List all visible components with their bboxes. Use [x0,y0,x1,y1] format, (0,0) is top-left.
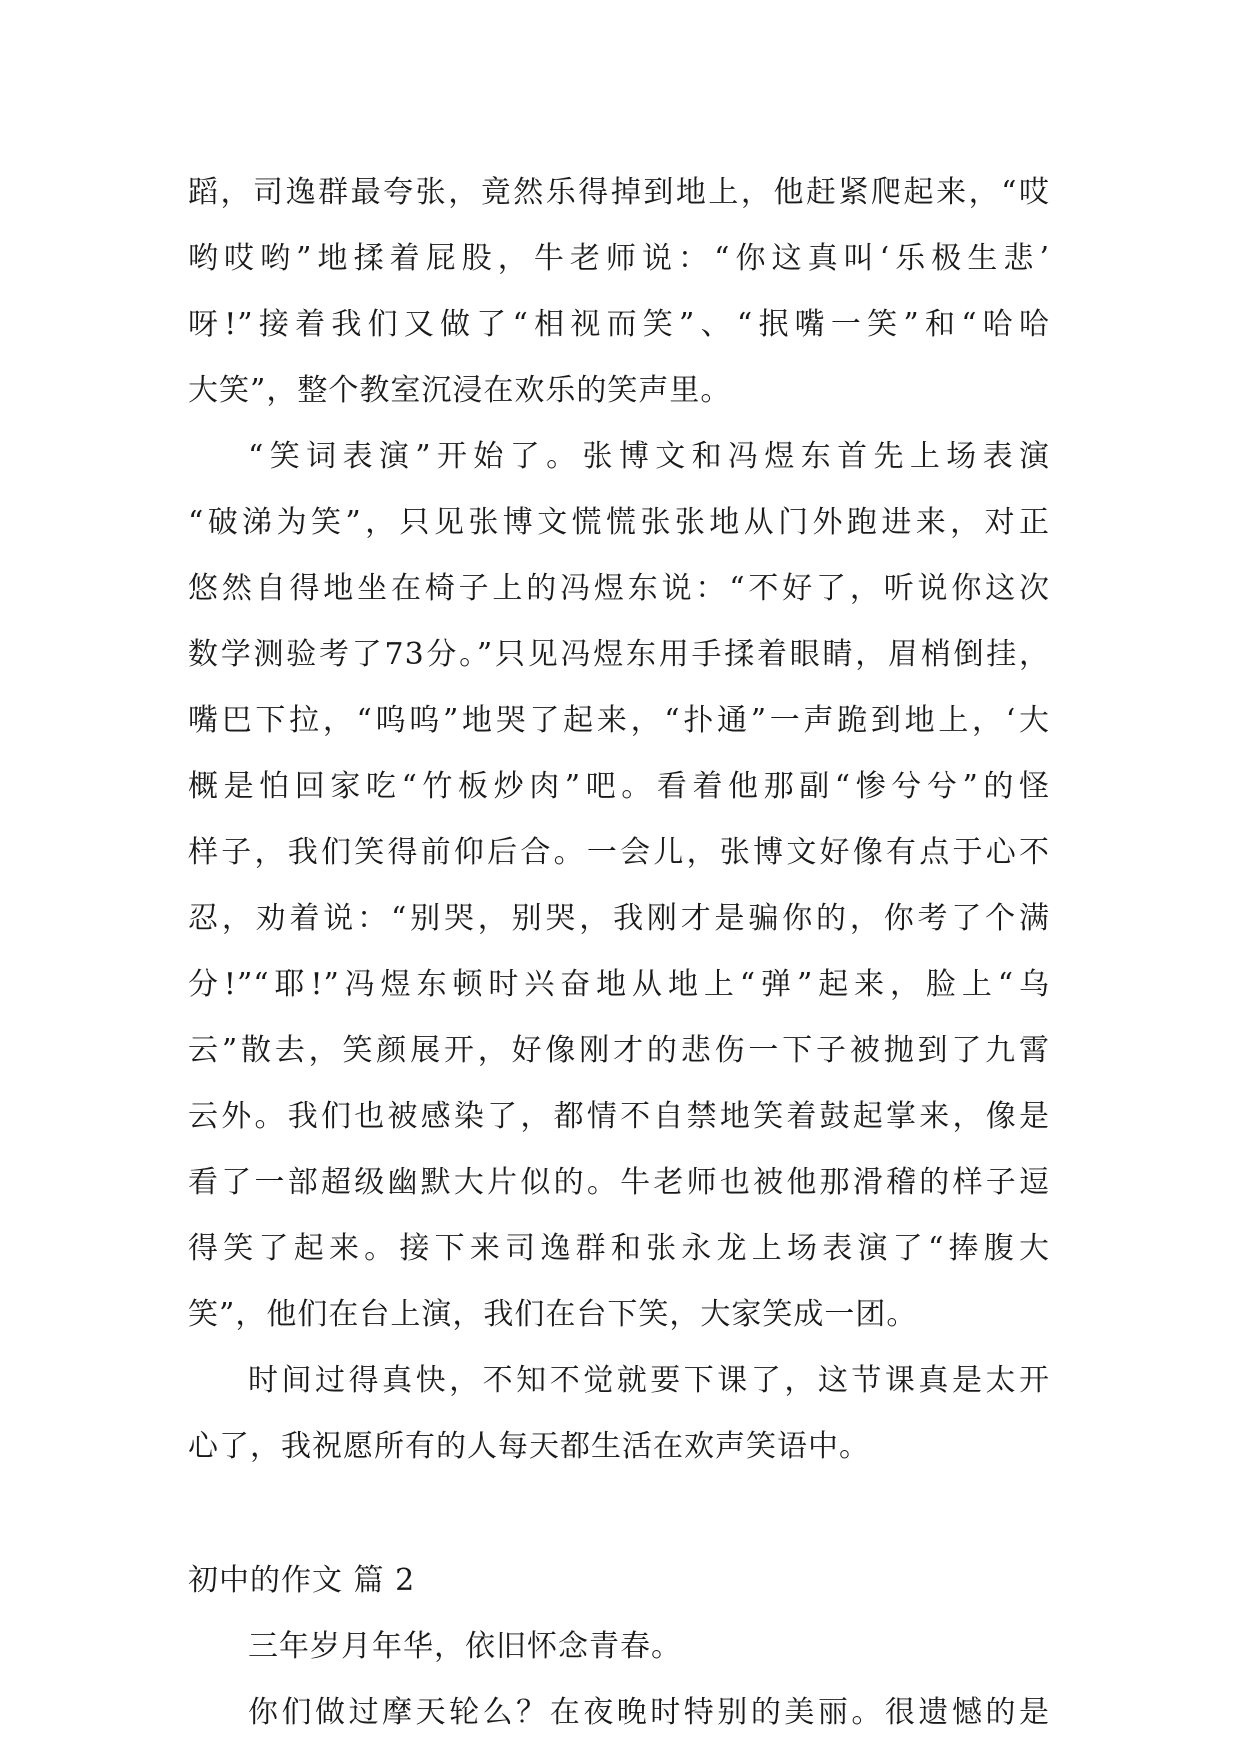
text-line: 云”散去，笑颜展开，好像刚才的悲伤一下子被抛到了九霄 [188,1033,1050,1068]
text-line: 样子，我们笑得前仰后合。一会儿，张博文好像有点于心不 [188,835,1050,870]
paragraph-4 [188,1614,1050,1680]
text-line: 三年岁月年华，依旧怀念青春。 [248,1629,682,1664]
text-line: 得笑了起来。接下来司逸群和张永龙上场表演了“捧腹大 [188,1231,1050,1266]
document-page [188,160,1050,1746]
text-line: 云外。我们也被感染了，都情不自禁地笑着鼓起掌来，像是 [188,1099,1050,1134]
text-line: 时间过得真快，不知不觉就要下课了，这节课真是太开 [248,1363,1050,1398]
text-line: 数学测验考了73分。”只见冯煜东用手揉着眼睛，眉梢倒挂， [188,637,1050,672]
text-line: “笑词表演”开始了。张博文和冯煜东首先上场表演 [248,439,1050,474]
text-line: 你们做过摩天轮么？在夜晚时特别的美丽。很遗憾的是 [248,1695,1050,1730]
section-spacer [188,1480,1050,1548]
text-line: 概是怕回家吃“竹板炒肉”吧。看着他那副“惨兮兮”的怪 [188,769,1050,804]
paragraph-5 [188,1680,1050,1746]
text-line: 分!”“耶!”冯煜东顿时兴奋地从地上“弹”起来，脸上“乌 [188,967,1050,1002]
text-line: 忍，劝着说：“别哭，别哭，我刚才是骗你的，你考了个满 [188,901,1050,936]
paragraph-2 [188,424,1050,1348]
text-line: 大笑”，整个教室沉浸在欢乐的笑声里。 [188,373,732,408]
text-line: 悠然自得地坐在椅子上的冯煜东说：“不好了，听说你这次 [188,571,1050,606]
paragraph-1 [188,160,1050,424]
text-line: 笑”，他们在台上演，我们在台下笑，大家笑成一团。 [188,1297,918,1332]
section-heading: 初中的作文 篇 2 [188,1563,416,1598]
text-line: 看了一部超级幽默大片似的。牛老师也被他那滑稽的样子逗 [188,1165,1050,1200]
text-line: 心了，我祝愿所有的人每天都生活在欢声笑语中。 [188,1429,870,1464]
text-line: 哟哎哟”地揉着屁股，牛老师说：“你这真叫‘乐极生悲’ [188,241,1050,276]
text-line: “破涕为笑”，只见张博文慌慌张张地从门外跑进来，对正 [188,505,1050,540]
paragraph-3 [188,1348,1050,1480]
text-line: 嘴巴下拉，“呜呜”地哭了起来，“扑通”一声跪到地上，‘大 [188,703,1050,738]
text-line: 呀!”接着我们又做了“相视而笑”、“抿嘴一笑”和“哈哈 [188,307,1050,342]
text-line: 蹈，司逸群最夸张，竟然乐得掉到地上，他赶紧爬起来，“哎 [188,175,1050,210]
